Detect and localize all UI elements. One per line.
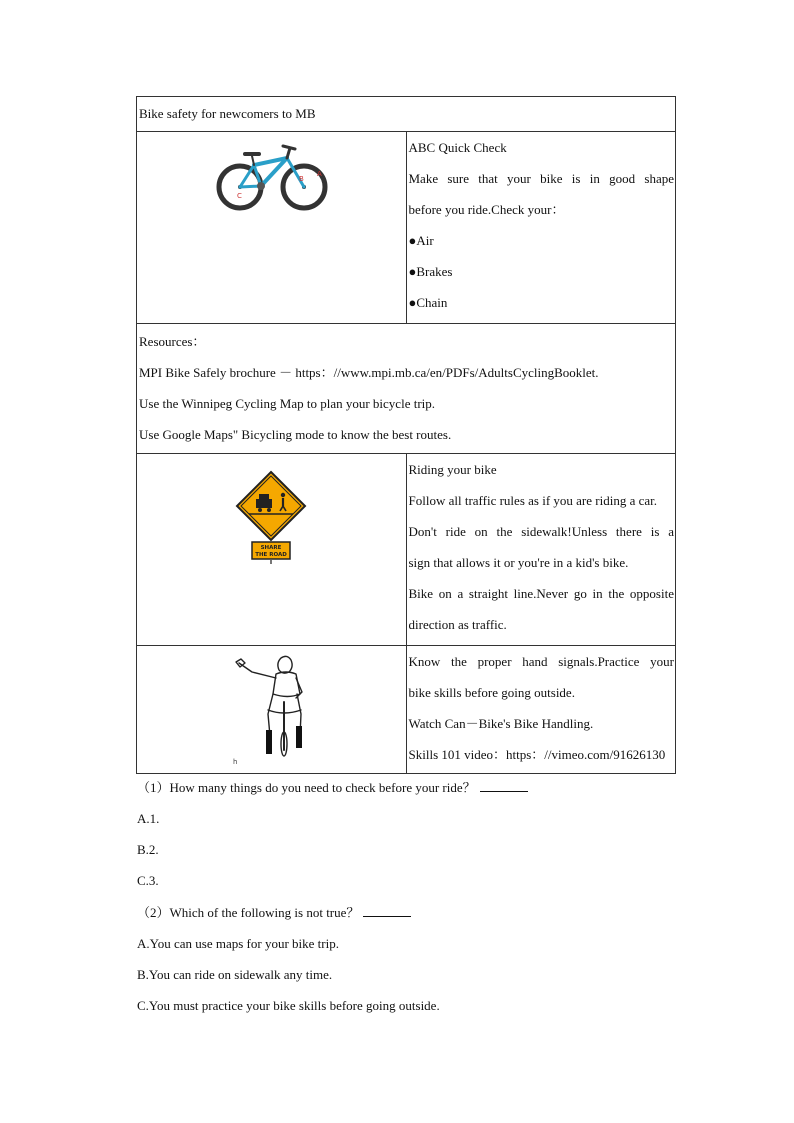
cyclist-hand-signal-illustration [137, 646, 401, 772]
bike-label-b: B [299, 175, 304, 183]
question-2 [137, 904, 411, 922]
abc-item-air: ●Air [408, 233, 434, 248]
bike-label-c: C [237, 192, 242, 200]
riding-line-2: Don't ride on the sidewalk!Unless there is a [408, 524, 674, 539]
riding-line-1: Follow all traffic rules as if you are riding a car. [408, 493, 657, 508]
table-title: Bike safety for newcomers to MB [137, 97, 676, 132]
riding-heading: Riding your bike [408, 462, 497, 477]
resources-line-2: Use the Winnipeg Cycling Map to plan your bicycle trip. [139, 396, 436, 411]
riding-cell [406, 454, 676, 646]
svg-text:h: h [233, 758, 238, 766]
question-2-option-b[interactable]: B.You can ride on sidewalk any time. [137, 967, 333, 982]
abc-item-chain: ●Chain [408, 295, 448, 310]
signals-line-4: Skills 101 video：https：//vimeo.com/91626130 [408, 747, 666, 762]
signals-line-2: bike skills before going outside. [408, 685, 575, 700]
abc-line-2: before you ride.Check your： [408, 202, 565, 217]
abc-line-1: Make sure that your bike is in good shape [408, 171, 674, 186]
question-2-option-c[interactable]: C.You must practice your bike skills before going outside. [137, 998, 440, 1013]
resources-line-3: Use Google Maps" Bicycling mode to know the best routes. [139, 427, 452, 442]
question-2-prompt: （2）Which of the following is not true？ [137, 905, 360, 920]
bike-image-cell [137, 132, 407, 324]
bicycle-illustration [137, 132, 401, 322]
bike-safety-table [136, 96, 676, 774]
share-road-sign-cell [137, 454, 407, 646]
question-1-prompt: （1）How many things do you need to check before your ride？ [137, 780, 476, 795]
bullet-icon: ● [408, 264, 417, 279]
resources-line-1: MPI Bike Safely brochure － https：//www.mpi.mb.ca/en/PDFs/AdultsCyclingBooklet. [139, 365, 599, 380]
bullet-icon: ● [408, 295, 417, 310]
hand-signal-cell [137, 646, 407, 774]
signals-line-1: Know the proper hand signals.Practice your [408, 654, 674, 669]
bike-label-a: A [317, 170, 322, 178]
sign-text-the-road: THE ROAD [255, 552, 287, 558]
sign-text-share: SHARE [260, 545, 282, 551]
signals-cell [406, 646, 676, 774]
abc-item-brakes: ●Brakes [408, 264, 453, 279]
resources-cell [137, 324, 676, 454]
riding-line-4: Bike on a straight line.Never go in the opposite [408, 586, 674, 601]
question-1-option-b[interactable]: B.2. [137, 842, 159, 857]
riding-line-5: direction as traffic. [408, 617, 507, 632]
question-1 [137, 779, 528, 797]
answer-blank-1[interactable] [480, 779, 528, 792]
bullet-icon: ● [408, 233, 417, 248]
resources-heading: Resources： [139, 334, 206, 349]
question-1-option-a[interactable]: A.1. [137, 811, 160, 826]
share-the-road-sign [137, 454, 401, 644]
abc-check-cell [406, 132, 676, 324]
riding-line-3: sign that allows it or you're in a kid's bike. [408, 555, 629, 570]
question-1-option-c[interactable]: C.3. [137, 873, 159, 888]
answer-blank-2[interactable] [363, 904, 411, 917]
question-2-option-a[interactable]: A.You can use maps for your bike trip. [137, 936, 339, 951]
abc-heading: ABC Quick Check [408, 140, 507, 155]
signals-line-3: Watch Can－Bike's Bike Handling. [408, 716, 594, 731]
